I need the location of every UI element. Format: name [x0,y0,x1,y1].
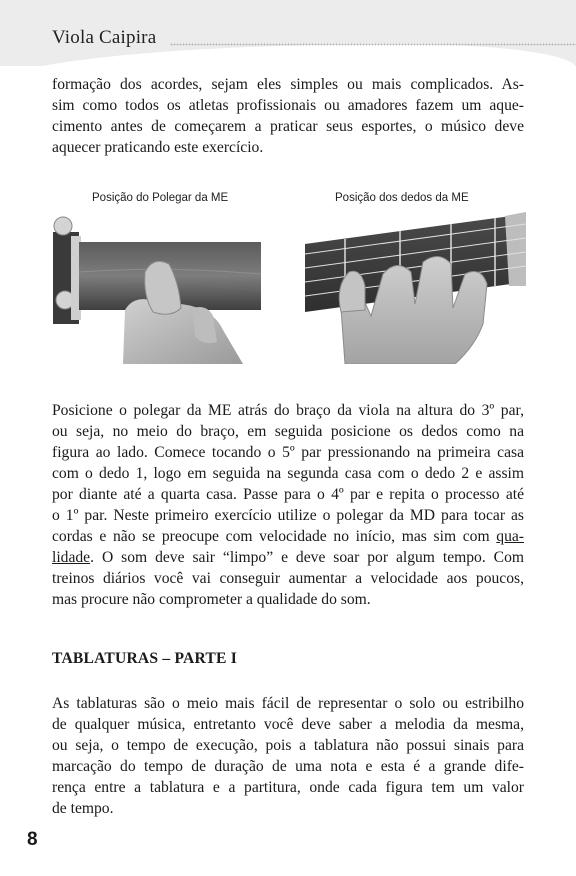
text-line: marcação do tempo de duração de uma nota e esta é a grande dife- [52,758,524,775]
text-line: com o dedo 1, logo em seguida na segunda casa com o dedo 2 e assim [52,465,524,482]
text-line: sim como todos os atletas profissionais ou amadores fazem um aque- [52,97,524,114]
text-segment: cordas e não se preocupe com velocidade no início, mas sim com [52,528,497,545]
photo-finger-position [305,212,526,364]
text-line: Posicione o polegar da ME atrás do braço da viola na altura do 3º par, [52,402,524,419]
text-line: o 1º par. Neste primeiro exercício utilize o polegar da MD para tocar as [52,507,524,524]
section-heading: TABLATURAS – PARTE I [52,650,237,667]
text-line: de qualquer música, entretanto você deve saber a melodia da mesma, [52,716,524,733]
underlined-word: qua- [496,528,524,545]
page-number: 8 [27,829,38,850]
underlined-word: lidade [52,549,91,566]
text-line: aquecer praticando este exercício. [52,139,264,156]
running-header-title: Viola Caipira [52,27,157,48]
text-line: de tempo. [52,800,114,817]
text-line [52,547,524,568]
text-line: por diante até a quarta casa. Passe para o 4º par e repita o processo até [52,486,524,503]
figure-caption-fingers: Posição dos dedos da ME [335,192,469,204]
text-line: As tablaturas são o meio mais fácil de representar o solo ou estribilho [52,695,524,712]
text-line: ou seja, o tempo de execução, pois a tablatura não possui sinais para [52,737,524,754]
text-line: cimento antes de começarem a praticar seus esportes, o músico deve [52,118,524,135]
text-line: figura ao lado. Comece tocando o 5º par pressionando na primeira casa [52,444,524,461]
text-line: rença entre a tablatura e a partitura, onde cada figura tem um valor [52,779,524,796]
text-line: mas procure não comprometer a qualidade do som. [52,591,371,608]
text-line [52,526,524,547]
text-line: treinos diários você vai conseguir aumentar a velocidade aos poucos, [52,570,524,587]
paragraph-intro [52,74,524,158]
text-line: formação dos acordes, sejam eles simples ou mais complicados. As- [52,76,524,93]
text-segment: . O som deve sair “limpo” e deve soar por algum tempo. Com [90,549,524,566]
figure-caption-thumb: Posição do Polegar da ME [92,192,229,204]
paragraph-exercise [52,400,524,610]
text-line: ou seja, no meio do braço, em seguida posicione os dedos como na [52,423,524,440]
paragraph-tablatures [52,693,524,819]
photo-thumb-position [53,212,261,364]
header-dotted-rule [170,43,576,46]
